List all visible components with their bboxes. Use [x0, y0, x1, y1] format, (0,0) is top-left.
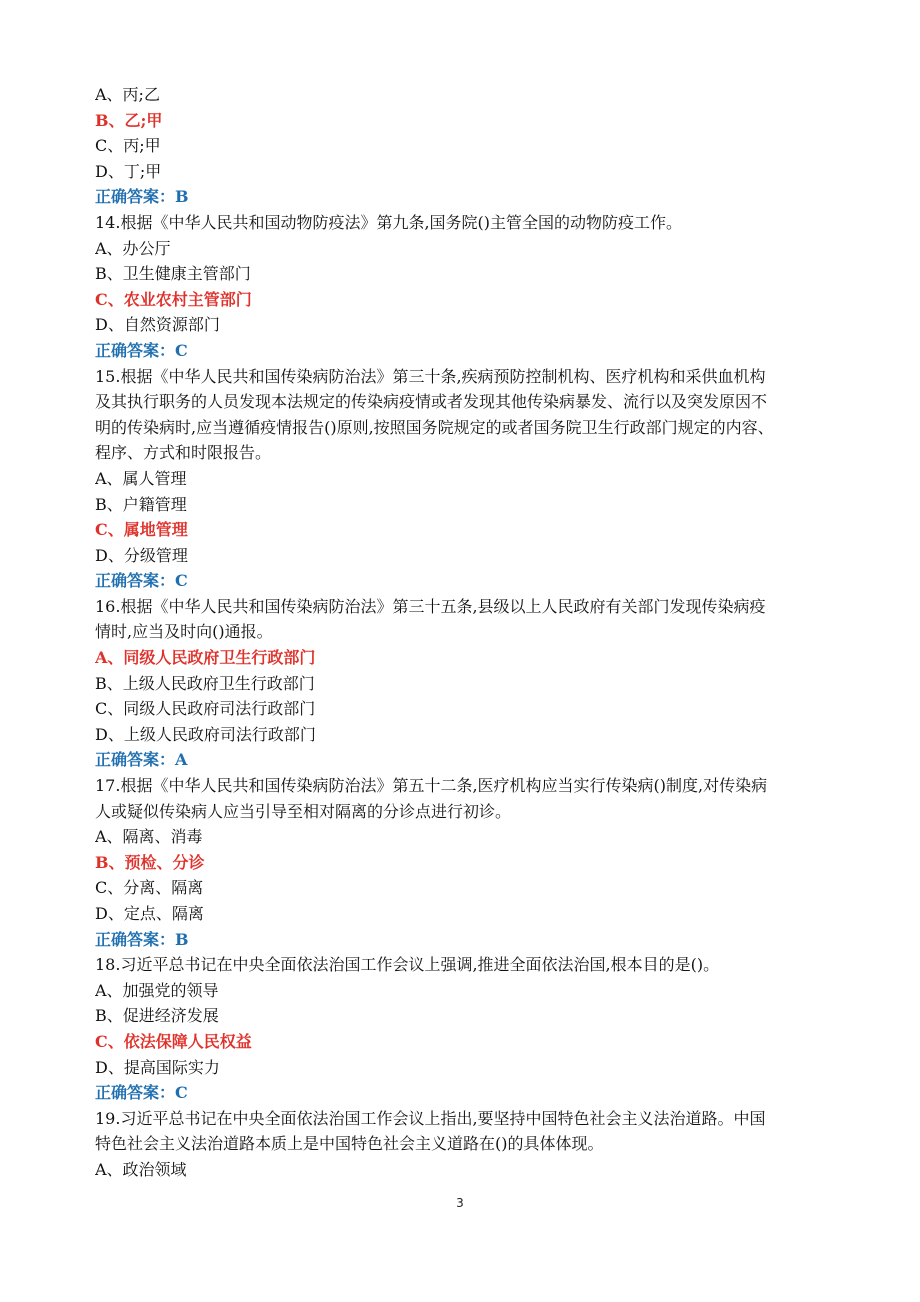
option-item: C、丙;甲 [95, 136, 161, 156]
question-text: 程序、方式和时限报告。 [95, 443, 272, 463]
option-item: A、加强党的领导 [95, 980, 219, 1000]
option-item: D、上级人民政府司法行政部门 [95, 724, 316, 744]
correct-answer: 正确答案：A [95, 750, 188, 770]
option-item: B、卫生健康主管部门 [95, 264, 251, 284]
option-item: B、户籍管理 [95, 494, 187, 514]
question-text: 明的传染病时,应当遵循疫情报告()原则,按照国务院规定的或者国务院卫生行政部门规定的内容、 [95, 417, 774, 437]
question-text: 及其执行职务的人员发现本法规定的传染病疫情或者发现其他传染病暴发、流行以及突发原因不 [95, 392, 768, 412]
option-item: B、促进经济发展 [95, 1006, 219, 1026]
option-item: A、丙;乙 [95, 85, 160, 104]
option-item: C、农业农村主管部门 [95, 289, 252, 309]
option-item: D、定点、隔离 [95, 904, 204, 923]
page-number: 3 [456, 1196, 464, 1210]
option-item: C、依法保障人民权益 [95, 1031, 252, 1051]
option-item: A、属人管理 [95, 468, 187, 488]
option-item: A、隔离、消毒 [95, 827, 203, 847]
correct-answer: 正确答案：C [95, 1083, 188, 1103]
correct-answer: 正确答案：B [95, 929, 189, 949]
option-item: C、同级人民政府司法行政部门 [95, 699, 316, 719]
option-item: D、分级管理 [95, 545, 188, 565]
document-page [95, 82, 840, 1183]
option-item: D、自然资源部门 [95, 315, 220, 335]
option-item: B、乙;甲 [95, 110, 163, 130]
correct-answer: 正确答案：B [95, 187, 189, 207]
question-text: 19.习近平总书记在中央全面依法治国工作会议上指出,要坚持中国特色社会主义法治道路。中国 [95, 1108, 766, 1128]
option-item: B、预检、分诊 [95, 852, 205, 872]
correct-answer: 正确答案：C [95, 571, 188, 591]
question-text: 16.根据《中华人民共和国传染病防治法》第三十五条,县级以上人民政府有关部门发现传染病疫 [95, 596, 766, 616]
question-text: 17.根据《中华人民共和国传染病防治法》第五十二条,医疗机构应当实行传染病()制度,对传染病 [95, 776, 768, 796]
option-item: B、上级人民政府卫生行政部门 [95, 673, 315, 693]
option-item: D、提高国际实力 [95, 1057, 220, 1077]
question-text: 18.习近平总书记在中央全面依法治国工作会议上强调,推进全面依法治国,根本目的是()。 [95, 955, 720, 975]
question-text: 人或疑似传染病人应当引导至相对隔离的分诊点进行初诊。 [95, 801, 512, 821]
question-text: 14.根据《中华人民共和国动物防疫法》第九条,国务院()主管全国的动物防疫工作。 [95, 212, 683, 232]
option-item: D、丁;甲 [95, 161, 162, 181]
option-item: A、同级人民政府卫生行政部门 [95, 648, 316, 668]
question-text: 特色社会主义法治道路本质上是中国特色社会主义道路在()的具体体现。 [95, 1134, 604, 1154]
option-item: A、政治领域 [95, 1159, 187, 1179]
option-item: C、分离、隔离 [95, 878, 204, 898]
option-item: A、办公厅 [95, 238, 171, 258]
correct-answer: 正确答案：C [95, 340, 188, 360]
question-text: 情时,应当及时向()通报。 [95, 622, 273, 642]
option-item: C、属地管理 [95, 520, 188, 540]
question-text: 15.根据《中华人民共和国传染病防治法》第三十条,疾病预防控制机构、医疗机构和采供血机构 [95, 366, 766, 386]
